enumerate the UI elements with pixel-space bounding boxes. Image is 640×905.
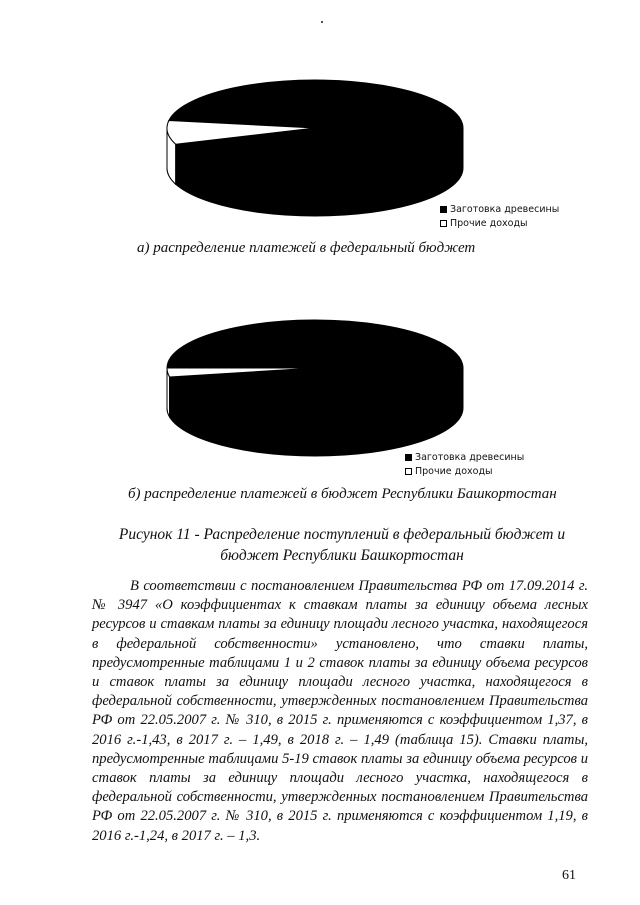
legend-swatch [405,468,412,475]
legend-label: Прочие доходы [450,217,528,229]
chart-caption-b: б) распределение платежей в бюджет Республики Башкортостан [128,486,557,502]
legend-item [405,464,524,478]
pie-chart-bashkortostan [150,300,480,470]
body-text [92,577,588,846]
chart-caption-a: а) распределение платежей в федеральный бюджет [137,240,476,256]
legend-bashkortostan [405,450,524,478]
body-paragraph: В соответствии с постановлением Правительства РФ от 17.09.2014 г. № 3947 «О коэффициентах к ставкам платы за единицу объема лесных ресурсов и ставкам платы за единицу площади лесного участка, находящегося в федеральной собственности» установлено, что ставки платы, предусмотренные таблицами 1 и 2 ставок платы за единицу объема ресурсов и ставок платы за единицу площади лесного участка, находящегося в федеральной собственности, утвержденных постановлением Правительства РФ от 22.05.2007 г. № 310, в 2015 г. применяются с коэффициентом 1,37, в 2016 г.-1,43, в 2017 г. – 1,49, в 2018 г. – 1,49 (таблица 15). Ставки платы, предусмотренные таблицами 5-19 ставок платы за единицу объема ресурсов и ставок платы за единицу площади лесного участка, находящегося в федеральной собственности, утвержденных постановлением Правительства РФ от 22.05.2007 г. № 310, в 2015 г. применяются с коэффициентом 1,19, в 2016 г.-1,24, в 2017 г. – 1,3. [92,578,588,844]
legend-item [440,216,559,230]
scan-dot [321,21,323,23]
legend-swatch [440,206,447,213]
legend-swatch [440,220,447,227]
legend-label: Заготовка древесины [415,451,525,463]
legend-item [405,450,524,464]
legend-federal [440,202,559,230]
pie-chart-federal-svg [150,60,480,230]
legend-item [440,202,559,216]
pie-chart-bashkortostan-svg [150,300,480,470]
page-number: 61 [562,868,576,883]
legend-label: Заготовка древесины [450,203,560,215]
figure-caption: Рисунок 11 - Распределение поступлений в федеральный бюджет и бюджет Республики Башкортостан [118,526,566,564]
pie-chart-federal [150,60,480,230]
legend-swatch [405,454,412,461]
legend-label: Прочие доходы [415,465,493,477]
